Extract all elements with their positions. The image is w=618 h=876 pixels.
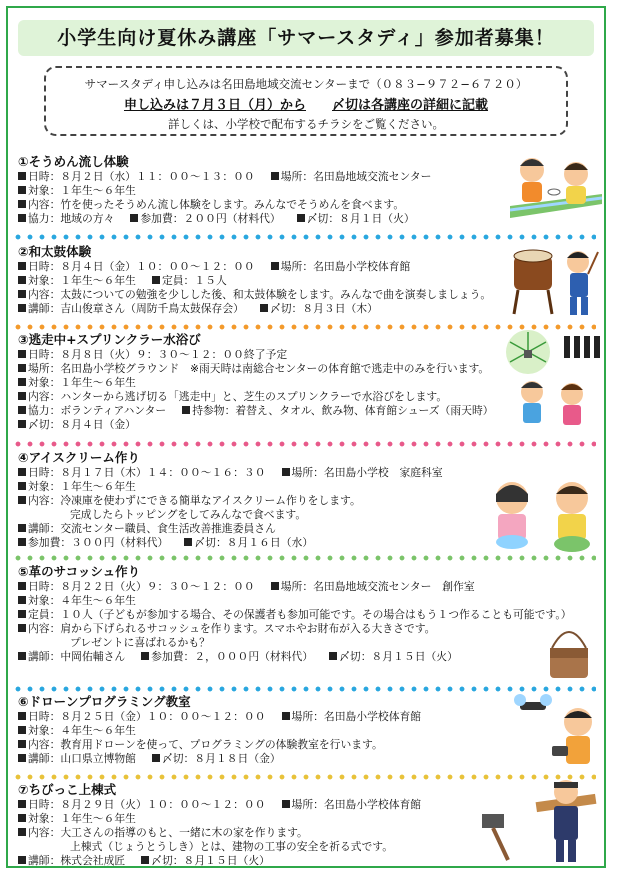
bullet-square-icon (282, 712, 290, 720)
course-info-text: 内容：太鼓についての勉強を少しした後、和太鼓体験をします。みんなで曲を演奏しましょう。 (28, 288, 492, 301)
course-info-continuation: 上棟式（じょうとうしき）とは、建物の工事の安全を祈る式です。 (70, 840, 394, 853)
bullet-square-icon (18, 262, 26, 270)
course-info-text: 日時：８月２日（水）１１：００〜１３：００ (28, 170, 255, 183)
course-info-text: 場所：名田島小学校体育館 (291, 798, 422, 811)
dotted-divider (12, 686, 596, 692)
course-info-text: 内容：ハンターから逃げ切る「逃走中」と、芝生のスプリンクラーで水浴びをします。 (28, 390, 448, 403)
course-info-row (18, 650, 608, 664)
course-info-text: 協力：ボランティアハンター (28, 404, 167, 417)
course-info-row (18, 622, 608, 636)
course-info-text: 内容：大工さんの指導のもと、一緒に木の家を作ります。 (28, 826, 308, 839)
course-info-text: 対象：４年生〜６年生 (28, 724, 136, 737)
course-info-text: 参加費：３００円（材料代） (28, 536, 169, 549)
bullet-square-icon (271, 172, 279, 180)
dotted-divider (12, 441, 596, 447)
bullet-square-icon (271, 262, 279, 270)
notice-details-line: 詳しくは、小学校で配布するチラシをご覧ください。 (168, 117, 444, 131)
bullet-square-icon (18, 828, 26, 836)
course-info-text: 〆切：８月１８日（金） (161, 752, 281, 765)
bullet-square-icon (282, 468, 290, 476)
course-info-text: 対象：１年生〜６年生 (28, 812, 136, 825)
course-info-text: 対象：４年生〜６年生 (28, 594, 136, 607)
bullet-square-icon (18, 350, 26, 358)
course-title: ⑤革のサコッシュ作り (18, 564, 141, 579)
course-info-text: 協力：地域の方々 (28, 212, 115, 225)
bullet-square-icon (18, 392, 26, 400)
bullet-square-icon (182, 406, 190, 414)
course-title: ⑥ドローンプログラミング教室 (18, 694, 191, 709)
bullet-square-icon (141, 652, 149, 660)
course-info-text: 〆切：８月１５日（火） (151, 854, 270, 867)
leather-sacoche-bag-illustration (542, 624, 596, 682)
bullet-square-icon (18, 856, 26, 864)
bullet-square-icon (18, 304, 26, 312)
bullet-square-icon (18, 496, 26, 504)
course-info-text: 〆切：８月３日（木） (269, 302, 378, 315)
course-info-text: 〆切：８月４日（金） (28, 418, 136, 431)
course-info-text: 講師：中岡佑輔さん (28, 650, 126, 663)
bullet-square-icon (18, 420, 26, 428)
bullet-square-icon (18, 582, 26, 590)
bullet-square-icon (18, 214, 26, 222)
bullet-square-icon (18, 814, 26, 822)
bullet-square-icon (141, 856, 149, 864)
children-with-ice-cream-illustration (484, 476, 604, 562)
course-info-text: 日時：８月８日（火）９：３０〜１２：００終了予定 (28, 348, 288, 361)
bullet-square-icon (329, 652, 337, 660)
course-info-text: 場所：名田島小学校 家庭科室 (291, 466, 443, 479)
course-info-text: 内容：教育用ドローンを使って、プログラミングの体験教室を行います。 (28, 738, 383, 751)
dotted-divider (12, 234, 596, 240)
page-title: 小学生向け夏休み講座「サマースタディ」参加者募集！ (57, 27, 555, 49)
course-info-text: 講師：吉山俊章さん（周防千鳥太鼓保存会） (28, 302, 244, 315)
course-info-text: 日時：８月１７日（木）１４：００〜１６：３０ (28, 466, 266, 479)
course-info-text: 参加費：２００円（材料代） (140, 212, 281, 225)
course-info-text: 定員：１５人 (161, 274, 227, 287)
course-info-text: 講師：山口県立博物館 (28, 752, 136, 765)
course-info-text: 場所：名田島地域交流センター (280, 170, 432, 183)
course-info-text: 日時：８月２９日（火）１０：００〜１２：００ (28, 798, 266, 811)
course-info-text: 場所：名田島地域交流センター 創作室 (280, 580, 475, 593)
course-info-text: 持参物：着替え、タオル、飲み物、体育館シューズ（雨天時） (192, 404, 494, 417)
bullet-square-icon (18, 524, 26, 532)
course-info-text: 定員：１０人（子どもが参加する場合、その保護者も参加可能です。その場合はもう１つ作ることも可能です。） (28, 608, 572, 621)
bullet-square-icon (18, 200, 26, 208)
course-info-text: 〆切：８月１６日（水） (194, 536, 314, 549)
course-info-row (18, 594, 608, 608)
course-section-5 (18, 564, 608, 664)
taiko-drum-illustration (508, 244, 602, 318)
course-title: ④アイスクリーム作り (18, 450, 140, 465)
course-title: ①そうめん流し体験 (18, 154, 129, 169)
bullet-square-icon (18, 276, 26, 284)
course-info-text: 場所：名田島小学校体育館 (280, 260, 411, 273)
bullet-square-icon (18, 172, 26, 180)
bullet-square-icon (18, 468, 26, 476)
bullet-square-icon (18, 754, 26, 762)
bullet-square-icon (18, 406, 26, 414)
bullet-square-icon (18, 610, 26, 618)
course-info-text: 対象：１年生〜６年生 (28, 480, 136, 493)
sprinkler-and-children-illustration (502, 328, 602, 438)
bullet-square-icon (297, 214, 305, 222)
bullet-square-icon (18, 290, 26, 298)
course-info-continuation: プレゼントに喜ばれるかも？ (70, 636, 210, 649)
bullet-square-icon (18, 740, 26, 748)
bullet-square-icon (18, 652, 26, 660)
course-info-text: 日時：８月２５日（金）１０：００〜１２：００ (28, 710, 266, 723)
bullet-square-icon (18, 186, 26, 194)
bullet-square-icon (18, 538, 26, 546)
course-info-continuation: 完成したらトッピングをしてみんなで食べます。 (70, 508, 307, 521)
course-title: ⑦ちびっこ上棟式 (18, 782, 117, 797)
notice-application-start: 申し込みは７月３日（月）から (123, 98, 306, 113)
course-info-text: 講師：交流センター職員、食生活改善推進委員さん (28, 522, 276, 535)
bullet-square-icon (18, 596, 26, 604)
bullet-square-icon (260, 304, 268, 312)
course-info-text: 場所：名田島小学校体育館 (291, 710, 422, 723)
course-info-text: 対象：１年生〜６年生 (28, 184, 136, 197)
bullet-square-icon (18, 624, 26, 632)
bullet-square-icon (18, 482, 26, 490)
bullet-square-icon (18, 712, 26, 720)
course-info-text: 内容：竹を使ったそうめん流し体験をします。みんなでそうめんを食べます。 (28, 198, 405, 211)
bullet-square-icon (152, 754, 160, 762)
bullet-square-icon (18, 364, 26, 372)
carpenter-with-hammer-illustration (478, 776, 602, 866)
bullet-square-icon (130, 214, 138, 222)
course-info-text: 日時：８月２２日（火）９：３０〜１２：００ (28, 580, 255, 593)
course-info-text: 内容：肩から下げられるサコッシュを作ります。スマホやお財布が入る大きさです。 (28, 622, 436, 635)
application-notice-box (44, 66, 568, 136)
bullet-square-icon (282, 800, 290, 808)
course-info-row (18, 608, 608, 622)
bullet-square-icon (18, 378, 26, 386)
bullet-square-icon (18, 800, 26, 808)
course-info-text: 参加費：２，０００円（材料代） (151, 650, 314, 663)
notice-contact-line: サマースタディ申し込みは名田島地域交流センターまで（０８３−９７２−６７２０） (84, 77, 528, 91)
children-eating-somen-illustration (510, 148, 602, 230)
title-banner (18, 20, 594, 56)
course-info-text: 〆切：８月１５日（火） (339, 650, 458, 663)
course-title: ③逃走中+スプリンクラー水浴び (18, 332, 201, 347)
bullet-square-icon (18, 726, 26, 734)
course-info-text: 対象：１年生〜６年生 (28, 376, 136, 389)
course-info-row (18, 580, 608, 594)
flyer-page (6, 6, 606, 868)
course-info-text: 内容：冷凍庫を使わずにできる簡単なアイスクリーム作りをします。 (28, 494, 361, 507)
bullet-square-icon (271, 582, 279, 590)
notice-deadline-detail: 〆切は各講座の詳細に記載 (332, 98, 489, 113)
course-info-text: 場所：名田島小学校グラウンド ※雨天時は南総合センターの体育館で逃走中のみを行います。 (28, 362, 490, 375)
bullet-square-icon (184, 538, 192, 546)
course-info-text: 対象：１年生〜６年生 (28, 274, 136, 287)
course-info-text: 〆切：８月１日（火） (306, 212, 415, 225)
course-title: ②和太鼓体験 (18, 244, 92, 259)
course-info-text: 講師：株式会社成匠 (28, 854, 126, 867)
course-info-text: 日時：８月４日（金）１０：００〜１２：００ (28, 260, 255, 273)
bullet-square-icon (152, 276, 160, 284)
child-with-drone-illustration (512, 692, 604, 774)
notice-deadline-line (46, 94, 566, 113)
